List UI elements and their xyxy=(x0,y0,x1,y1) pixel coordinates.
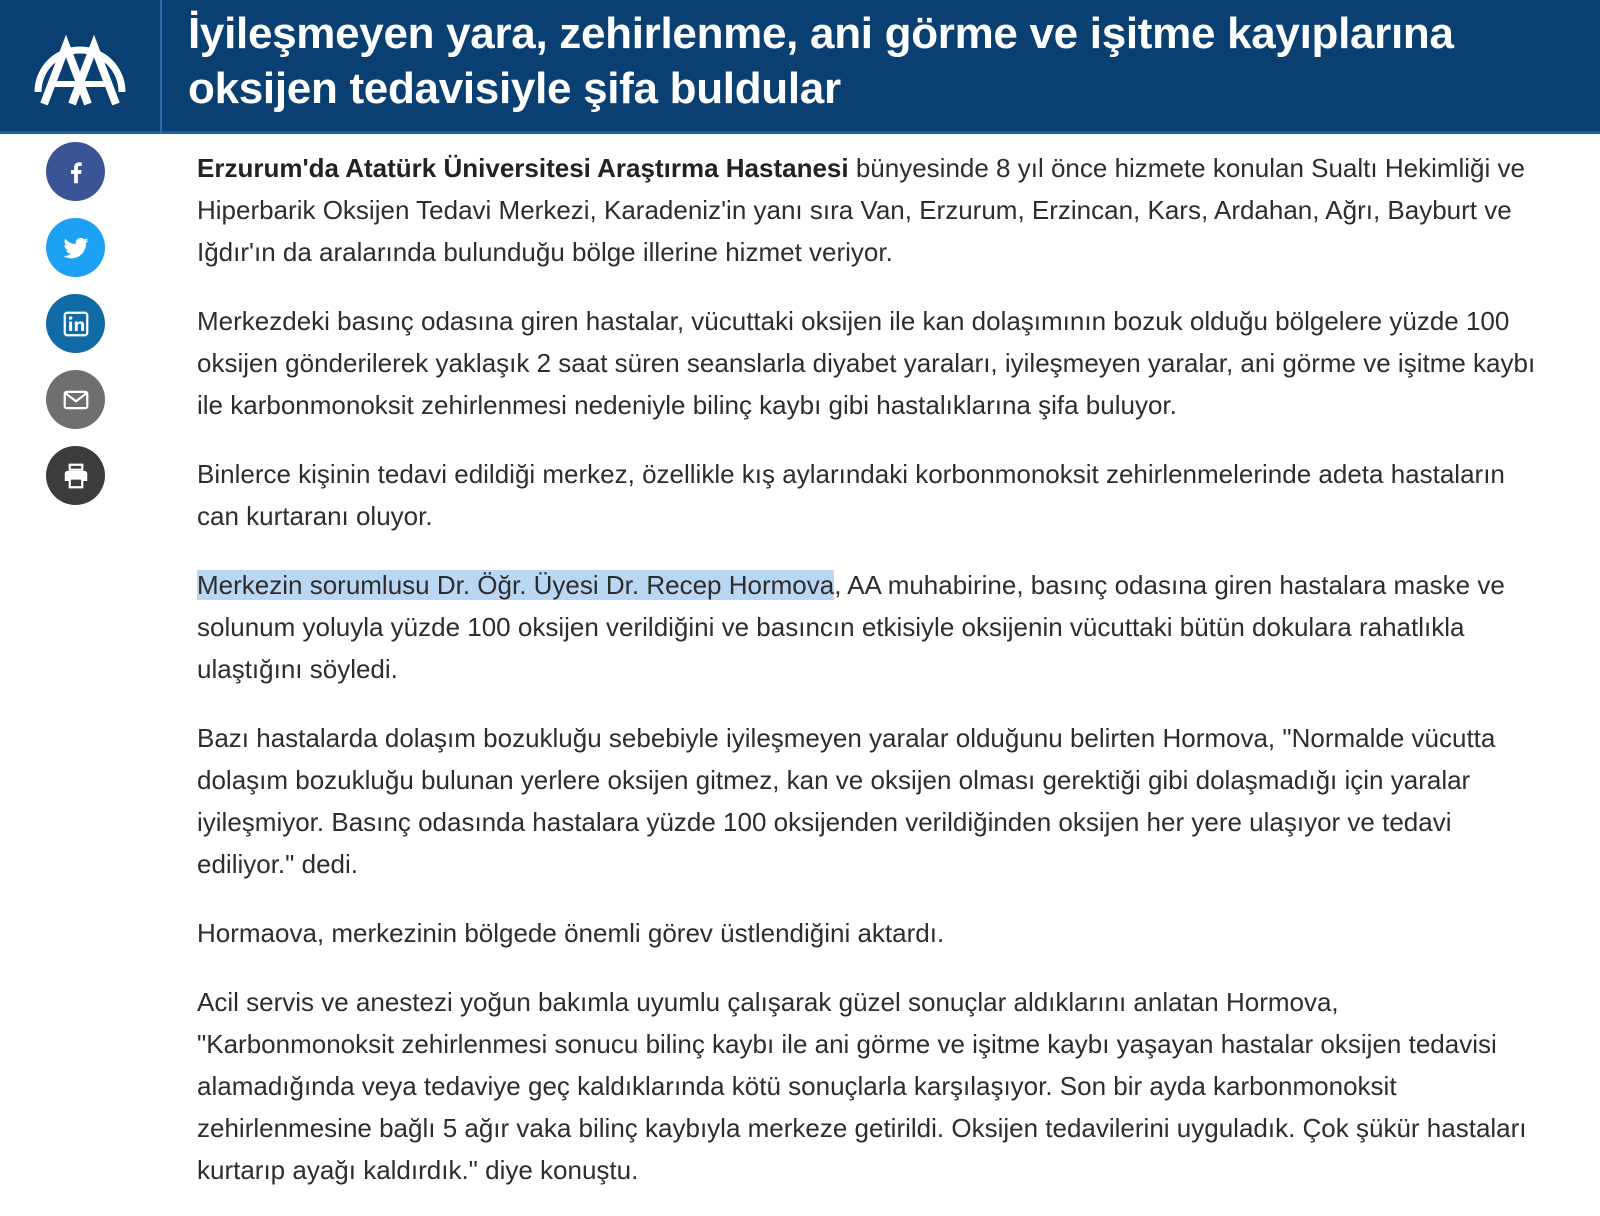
email-share-button[interactable] xyxy=(46,370,105,429)
paragraph-2: Merkezdeki basınç odasına giren hastalar, vücuttaki oksijen ile kan dolaşımının bozuk olduğu bölgelere yüzde 100 oksijen gönderilerek yaklaşık 2 saat süren seanslarla diyabet yaraları, iyileşmeyen yaralar, ani görme ve işitme kaybı ile karbonmonoksit zehirlenmesi nedeniyle bilinç kaybı gibi hastalıklarına şifa buluyor. xyxy=(197,306,1536,420)
mail-icon xyxy=(61,385,91,415)
facebook-icon xyxy=(61,157,91,187)
paragraph-1-text: bünyesinde 8 yıl önce hizmete konulan Sualtı Hekimliği ve Hiperbarik Oksijen Tedavi Merkezi, Karadeniz'in yanı sıra Van, Erzurum, Erzincan, Kars, Ardahan, Ağrı, Bayburt ve Iğdır'ın da aralarında bulunduğu bölge illerine hizmet veriyor. xyxy=(197,153,1525,267)
paragraph-4 xyxy=(197,564,1537,690)
aa-logo-icon xyxy=(30,22,130,112)
paragraph-1 xyxy=(197,147,1537,273)
paragraph-1-lead: Erzurum'da Atatürk Üniversitesi Araştırma Hastanesi xyxy=(197,153,849,183)
twitter-share-button[interactable] xyxy=(46,218,105,277)
linkedin-share-button[interactable] xyxy=(46,294,105,353)
paragraph-7: Acil servis ve anestezi yoğun bakımla uyumlu çalışarak güzel sonuçlar aldıklarını anlatan Hormova, "Karbonmonoksit zehirlenmesi sonucu bilinç kaybı ile ani görme ve işitme kaybı yaşayan hastalar oksijen tedavisi alamadığında veya tedaviye geç kaldıklarında kötü sonuçlarla karşılaşıyor. Son bir ayda karbonmonoksit zehirlenmesine bağlı 5 ağır vaka bilinç kaybıyla merkeze getirildi. Oksijen tedavilerini uyguladık. Çok şükür hastaları kurtarıp ayağı kaldırdık." diye konuştu. xyxy=(197,987,1527,1185)
article-headline: İyileşmeyen yara, zehirlenme, ani görme ve işitme kayıplarına oksijen tedavisiyle şifa buldular xyxy=(188,9,1454,113)
aa-logo[interactable] xyxy=(0,0,162,134)
paragraph-5: Bazı hastalarda dolaşım bozukluğu sebebiyle iyileşmeyen yaralar olduğunu belirten Hormova, "Normalde vücutta dolaşım bozukluğu bulunan yerlere oksijen gitmez, kan ve oksijen olması gerektiği gibi dolaşmadığı için yaralar iyileşmiyor. Basınç odasında hastalara yüzde 100 oksijenden verildiğinden oksijen her yere ulaşıyor ve tedavi ediliyor." dedi. xyxy=(197,723,1496,879)
paragraph-3: Binlerce kişinin tedavi edildiği merkez, özellikle kış aylarındaki korbonmonoksit zehirlenmelerinde adeta hastaların can kurtaranı oluyor. xyxy=(197,459,1505,531)
paragraph-4-text: , AA muhabirine, basınç odasına giren hastalara maske ve solunum yoluyla yüzde 100 oksijen verildiğini ve basıncın etkisiyle oksijenin vücuttaki bütün dokulara rahatlıkla ulaştığını söyledi. xyxy=(197,570,1505,684)
facebook-share-button[interactable] xyxy=(46,142,105,201)
linkedin-icon xyxy=(61,309,91,339)
twitter-icon xyxy=(61,233,91,263)
print-button[interactable] xyxy=(46,446,105,505)
highlighted-selection[interactable]: Merkezin sorumlusu Dr. Öğr. Üyesi Dr. Recep Hormova xyxy=(197,570,835,600)
site-header xyxy=(0,0,1600,134)
article-body xyxy=(197,147,1537,1216)
printer-icon xyxy=(61,461,91,491)
share-bar xyxy=(46,142,106,522)
paragraph-6: Hormaova, merkezinin bölgede önemli görev üstlendiğini aktardı. xyxy=(197,918,945,948)
